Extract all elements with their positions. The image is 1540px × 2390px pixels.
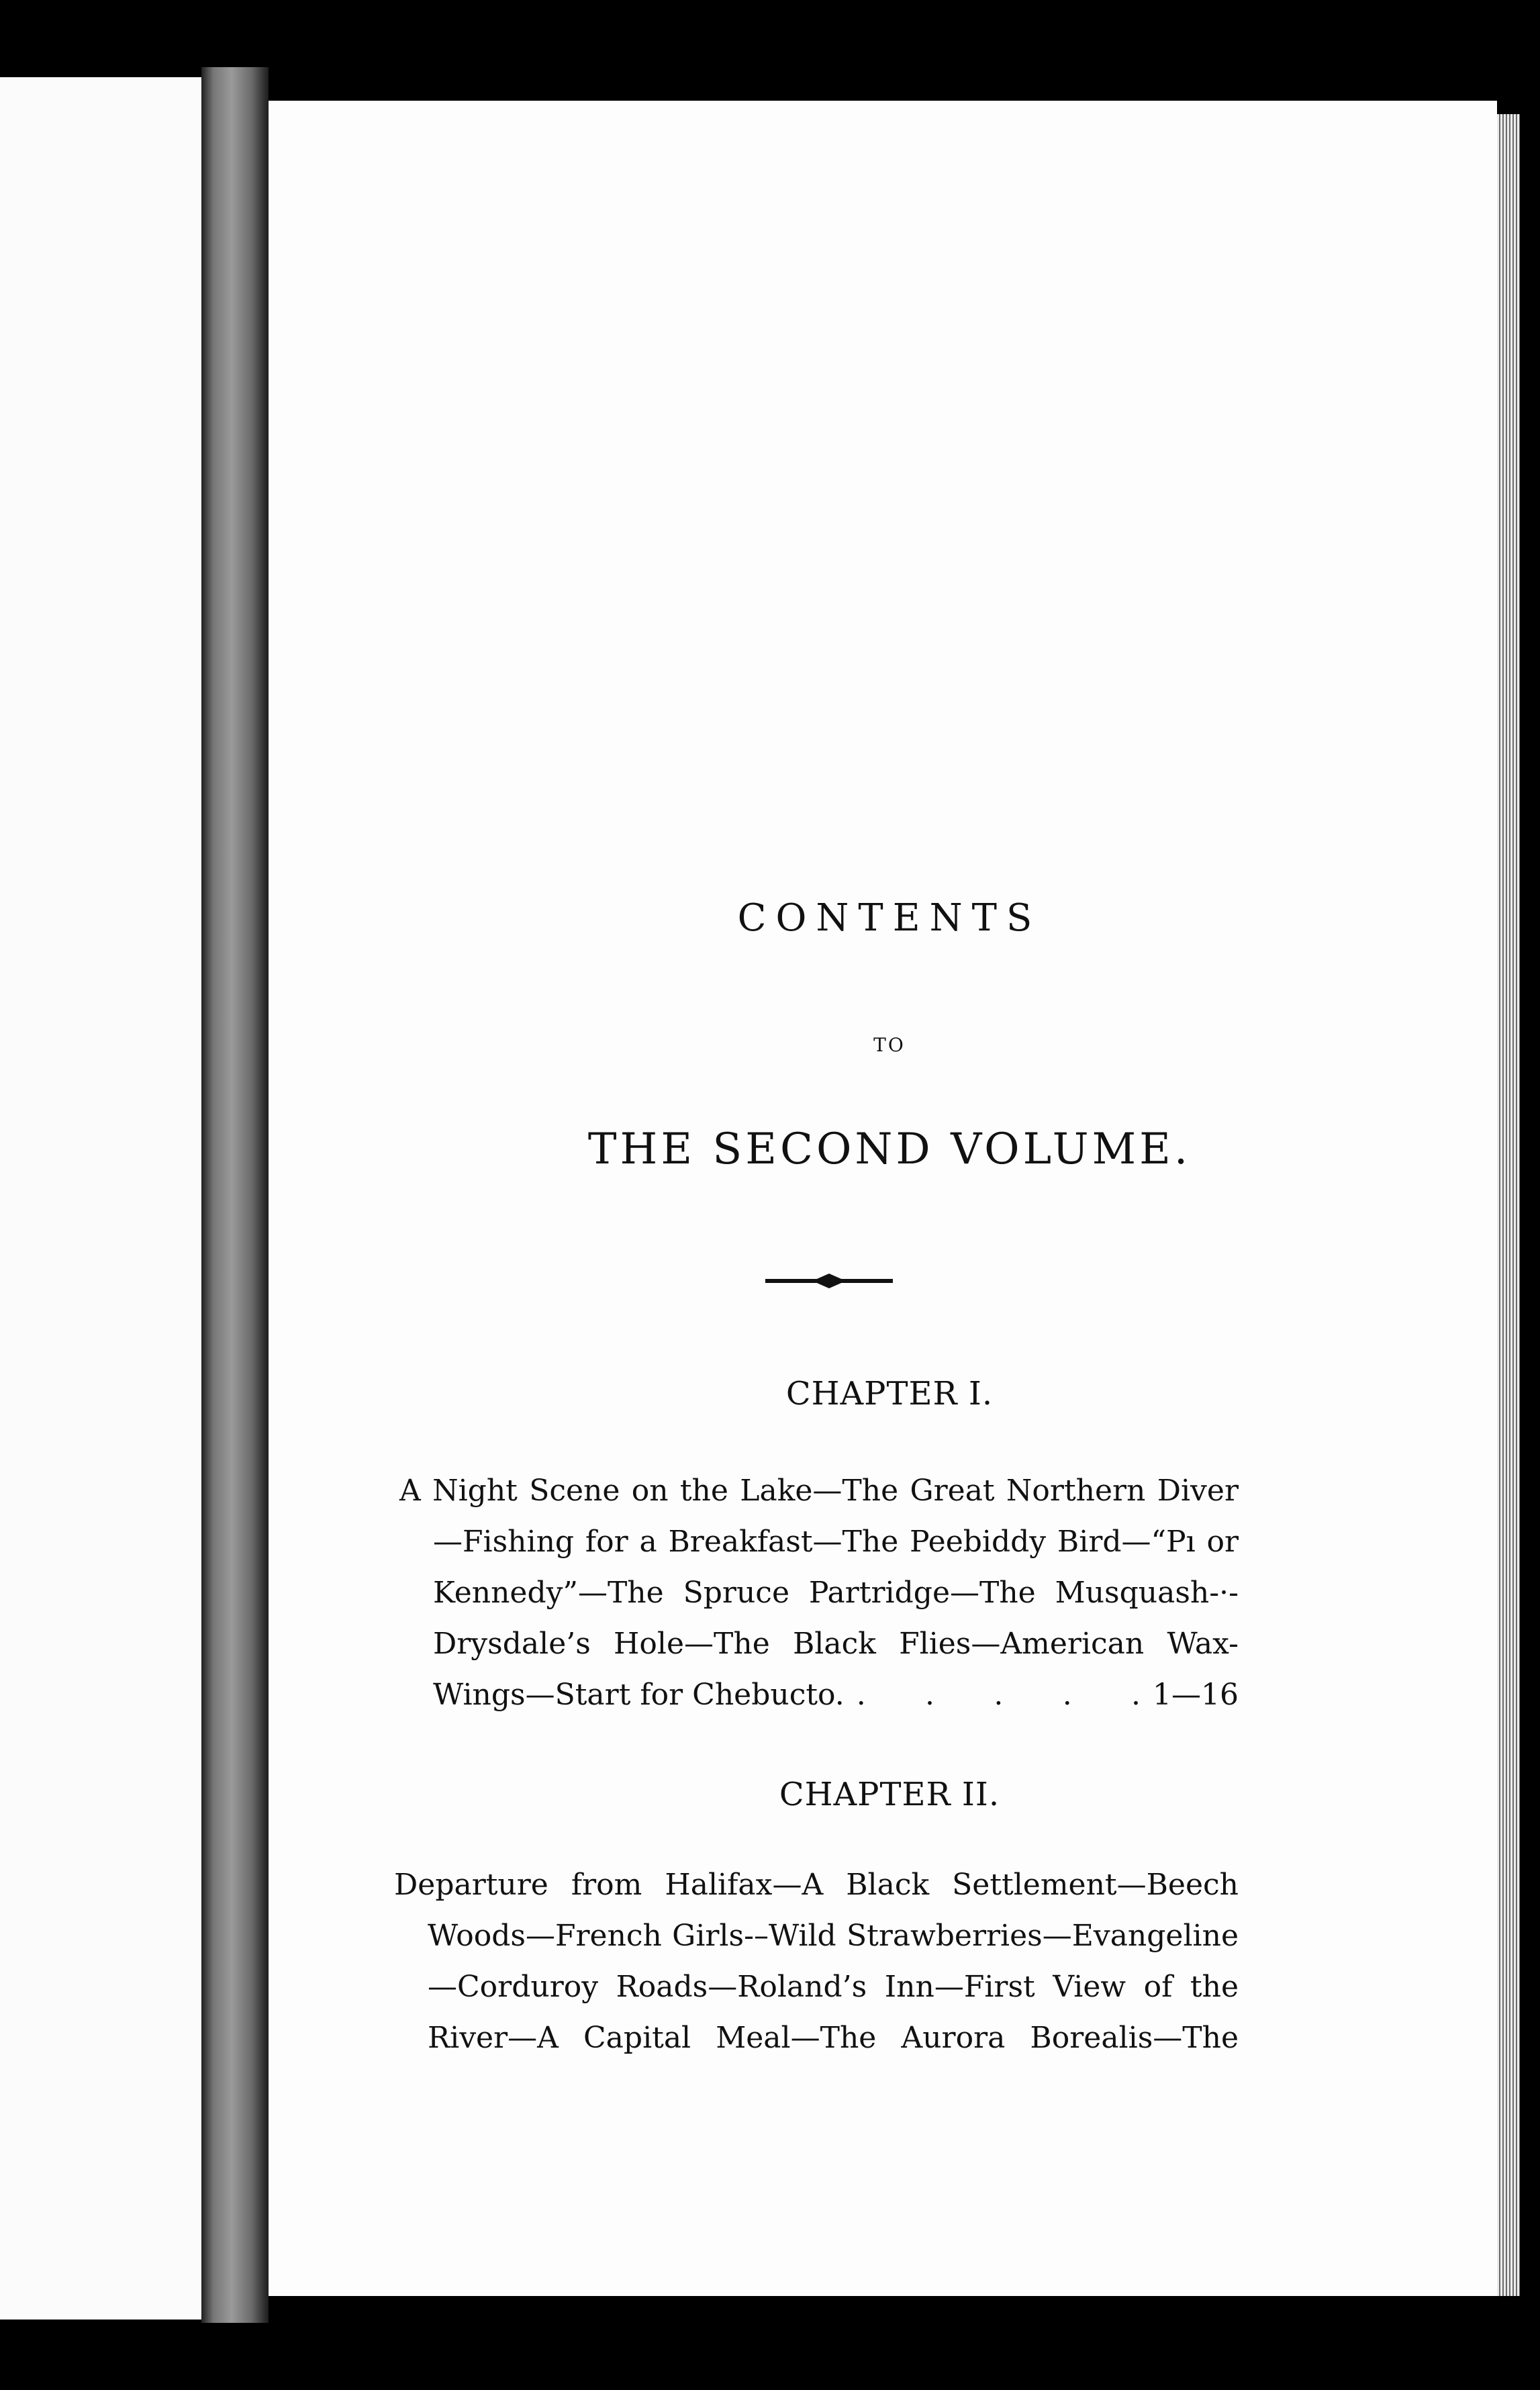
- contents-heading: CONTENTS: [737, 896, 1042, 940]
- summary-line: —Fishing for a Breakfast—The Peebiddy Bird—“Pı or: [433, 1525, 1239, 1559]
- left-page: [0, 77, 201, 2320]
- summary-line: Drysdale’s Hole—The Black Flies—American Wax-: [433, 1627, 1239, 1661]
- ornament-rule: [765, 1268, 893, 1294]
- chapter-summary: [394, 1860, 1239, 2064]
- page-range: 1—16: [1153, 1678, 1239, 1712]
- page-edges: [1497, 114, 1520, 2296]
- summary-final-line: [399, 1670, 1239, 1721]
- summary-line: A Night Scene on the Lake—The Great Northern Diver: [399, 1474, 1239, 1508]
- volume-heading: THE SECOND VOLUME.: [587, 1125, 1192, 1174]
- summary-line: Kennedy”—The Spruce Partridge—The Musquash-·-: [433, 1576, 1239, 1610]
- page-content: [269, 101, 1497, 2296]
- summary-line: River—A Capital Meal—The Aurora Borealis—The: [428, 2021, 1239, 2055]
- chapter-title: CHAPTER I.: [785, 1375, 994, 1413]
- right-page: [269, 101, 1497, 2296]
- chapter-title: CHAPTER II.: [779, 1776, 1000, 1813]
- summary-line: Woods—French Girls-–Wild Strawberries—Evangeline: [428, 1919, 1239, 1953]
- summary-line: Departure from Halifax—A Black Settlement—Beech: [394, 1868, 1239, 1902]
- summary-line: —Corduroy Roads—Roland’s Inn—First View of the: [428, 1970, 1239, 2004]
- summary-line: Wings—Start for Chebucto.: [433, 1678, 845, 1712]
- connector-word: TO: [873, 1034, 906, 1056]
- book-spine: [201, 67, 269, 2323]
- dot-leader: . . . . .: [856, 1678, 1141, 1712]
- chapter-summary: [399, 1466, 1239, 1721]
